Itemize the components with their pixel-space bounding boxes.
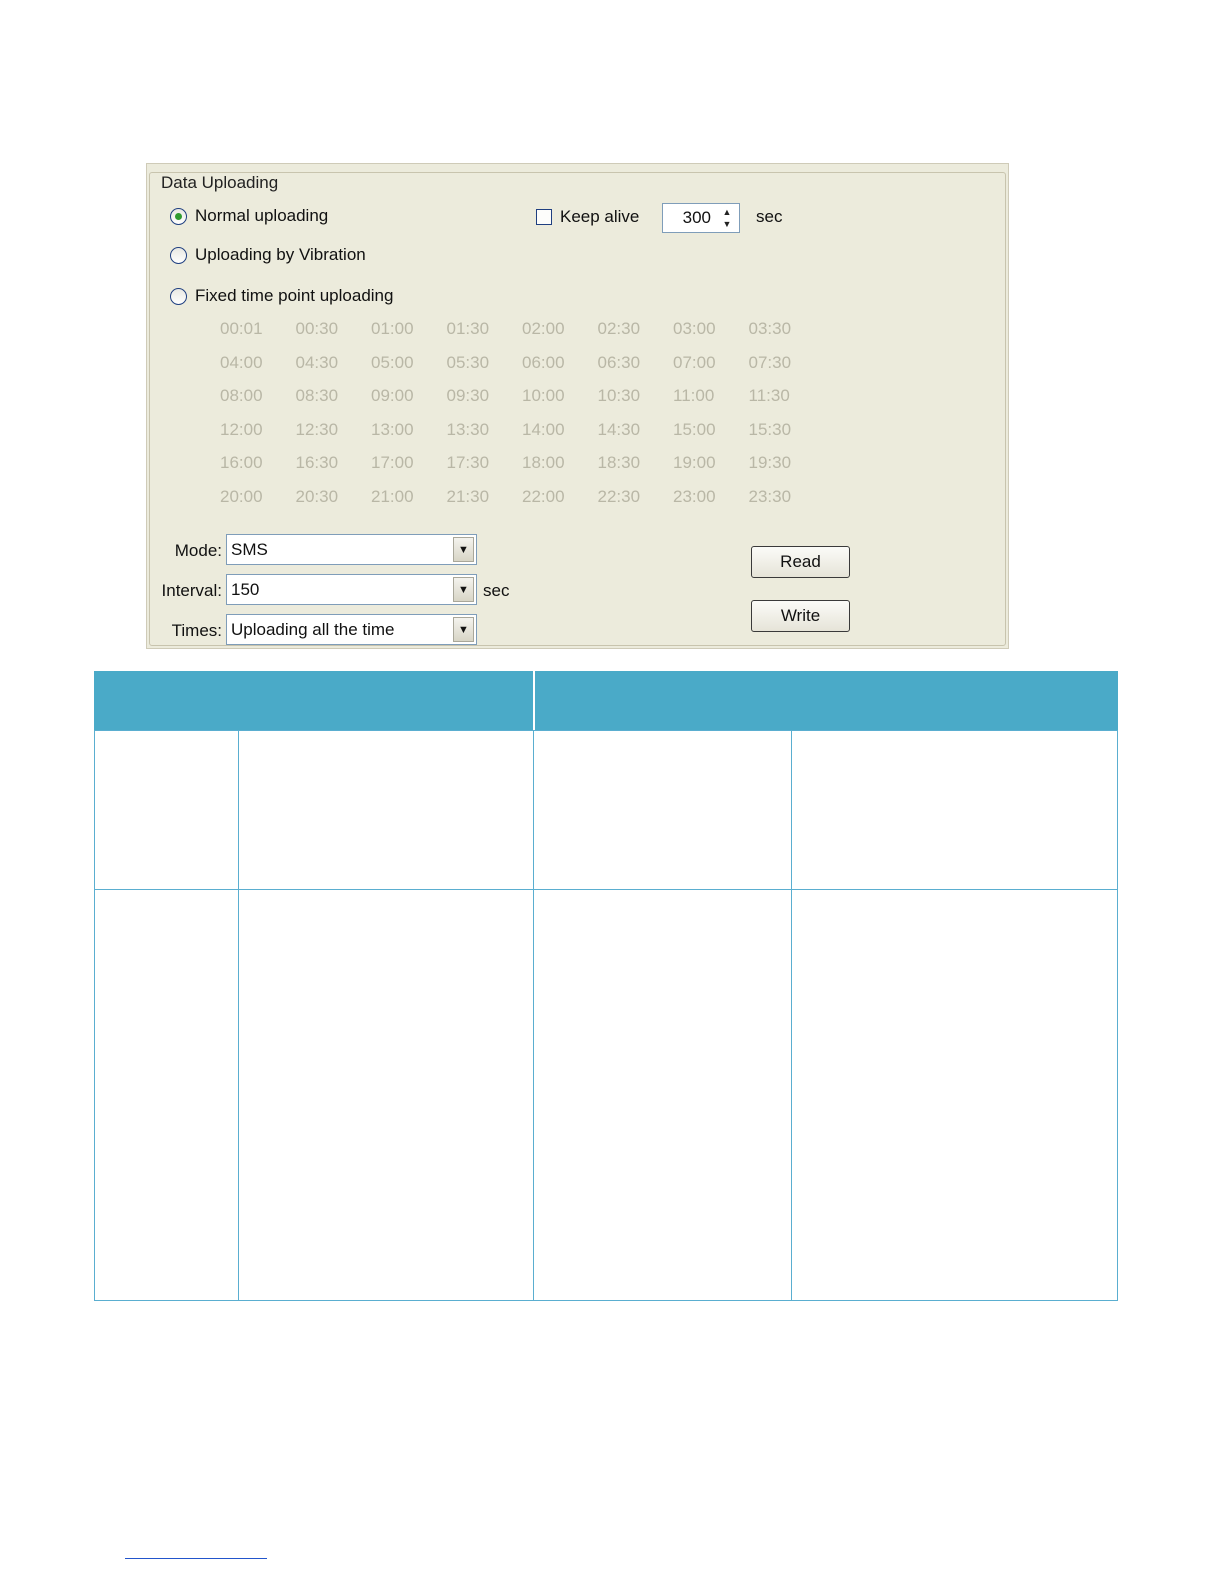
time-point-option[interactable]: 00:01 xyxy=(220,319,263,338)
time-point-option[interactable]: 04:00 xyxy=(220,352,263,372)
time-point-option[interactable]: 13:30 xyxy=(446,419,490,439)
time-point-option[interactable]: 11:30 xyxy=(748,386,790,406)
table-header-row xyxy=(94,671,1118,730)
time-point-option[interactable]: 09:00 xyxy=(371,386,414,406)
spin-down-icon[interactable]: ▼ xyxy=(722,219,732,229)
time-point-option[interactable]: 14:30 xyxy=(597,419,641,439)
write-button[interactable]: Write xyxy=(751,600,850,632)
time-point-option[interactable]: 21:30 xyxy=(446,486,490,506)
keep-alive-unit: sec xyxy=(756,207,783,226)
time-point-option[interactable]: 12:00 xyxy=(220,419,263,439)
keep-alive-spinner[interactable] xyxy=(662,203,740,233)
radio-uploading-by-vibration[interactable] xyxy=(170,245,366,265)
column-divider xyxy=(533,731,534,1300)
time-point-option[interactable]: 20:30 xyxy=(295,486,339,506)
read-button[interactable]: Read xyxy=(751,546,850,578)
interval-label: Interval: xyxy=(161,581,222,600)
times-select[interactable] xyxy=(226,614,477,645)
time-point-option[interactable]: 03:30 xyxy=(748,319,792,338)
time-point-option[interactable]: 18:30 xyxy=(597,453,641,473)
interval-select[interactable] xyxy=(226,574,477,605)
radio-selected-icon[interactable] xyxy=(170,208,187,225)
mode-value: SMS xyxy=(231,540,268,559)
time-point-grid xyxy=(220,319,824,521)
time-point-option[interactable]: 17:30 xyxy=(446,453,490,473)
time-point-option[interactable]: 07:00 xyxy=(673,352,716,372)
time-point-option[interactable]: 19:00 xyxy=(673,453,716,473)
radio-unselected-icon[interactable] xyxy=(170,247,187,264)
row-divider xyxy=(95,889,1117,890)
dropdown-arrow-icon[interactable]: ▼ xyxy=(453,537,474,562)
data-uploading-groupbox xyxy=(149,172,1006,646)
time-point-option[interactable]: 15:30 xyxy=(748,419,792,439)
column-divider xyxy=(238,731,239,1300)
time-point-option[interactable]: 02:00 xyxy=(522,319,565,338)
time-point-option[interactable]: 13:00 xyxy=(371,419,414,439)
time-point-option[interactable]: 08:00 xyxy=(220,386,263,406)
time-point-option[interactable]: 23:30 xyxy=(748,486,792,506)
time-point-option[interactable]: 22:30 xyxy=(597,486,641,506)
time-point-option[interactable]: 16:30 xyxy=(295,453,339,473)
time-point-option[interactable]: 19:30 xyxy=(748,453,792,473)
time-point-option[interactable]: 20:00 xyxy=(220,486,263,506)
data-uploading-panel xyxy=(146,163,1009,649)
keep-alive-label: Keep alive xyxy=(560,207,640,226)
radio-normal-uploading[interactable] xyxy=(170,206,328,226)
time-point-option[interactable]: 07:30 xyxy=(748,352,792,372)
radio-unselected-icon[interactable] xyxy=(170,288,187,305)
groupbox-title: Data Uploading xyxy=(158,173,281,193)
keep-alive-value[interactable]: 300 xyxy=(682,208,711,227)
time-point-option[interactable]: 05:00 xyxy=(371,352,414,372)
time-point-option[interactable]: 03:00 xyxy=(673,319,716,338)
time-point-option[interactable]: 09:30 xyxy=(446,386,490,406)
radio-normal-uploading-label: Normal uploading xyxy=(195,206,329,225)
radio-fixed-time-point-label: Fixed time point uploading xyxy=(195,286,394,305)
description-table xyxy=(94,671,1118,1301)
time-point-option[interactable]: 17:00 xyxy=(371,453,414,473)
time-point-option[interactable]: 01:00 xyxy=(371,319,414,338)
interval-unit: sec xyxy=(483,581,510,600)
time-point-option[interactable]: 04:30 xyxy=(295,352,339,372)
time-point-option[interactable]: 06:00 xyxy=(522,352,565,372)
time-point-option[interactable]: 14:00 xyxy=(522,419,565,439)
time-point-option[interactable]: 21:00 xyxy=(371,486,414,506)
mode-select[interactable] xyxy=(226,534,477,565)
footer-link-underline[interactable] xyxy=(125,1558,267,1559)
time-point-option[interactable]: 01:30 xyxy=(446,319,490,338)
times-value: Uploading all the time xyxy=(231,620,395,639)
time-point-option[interactable]: 15:00 xyxy=(673,419,716,439)
spin-up-icon[interactable]: ▲ xyxy=(722,207,732,217)
dropdown-arrow-icon[interactable]: ▼ xyxy=(453,617,474,642)
checkbox-icon[interactable] xyxy=(536,209,552,225)
header-divider xyxy=(533,671,535,730)
column-divider xyxy=(791,731,792,1300)
dropdown-arrow-icon[interactable]: ▼ xyxy=(453,577,474,602)
time-point-option[interactable]: 10:00 xyxy=(522,386,565,406)
time-point-option[interactable]: 02:30 xyxy=(597,319,641,338)
time-point-option[interactable]: 00:30 xyxy=(295,319,339,338)
keep-alive-checkbox[interactable] xyxy=(536,207,639,227)
radio-fixed-time-point-uploading[interactable] xyxy=(170,286,393,306)
time-point-option[interactable]: 10:30 xyxy=(597,386,641,406)
time-point-option[interactable]: 08:30 xyxy=(295,386,339,406)
mode-label: Mode: xyxy=(174,541,222,560)
time-point-option[interactable]: 22:00 xyxy=(522,486,565,506)
radio-uploading-by-vibration-label: Uploading by Vibration xyxy=(195,245,366,264)
time-point-option[interactable]: 18:00 xyxy=(522,453,565,473)
time-point-option[interactable]: 05:30 xyxy=(446,352,490,372)
time-point-option[interactable]: 06:30 xyxy=(597,352,641,372)
time-point-option[interactable]: 11:00 xyxy=(673,386,715,406)
time-point-option[interactable]: 12:30 xyxy=(295,419,339,439)
time-point-option[interactable]: 23:00 xyxy=(673,486,716,506)
time-point-option[interactable]: 16:00 xyxy=(220,453,263,473)
times-label: Times: xyxy=(171,621,222,640)
table-body xyxy=(94,730,1118,1301)
interval-value[interactable]: 150 xyxy=(231,580,260,599)
